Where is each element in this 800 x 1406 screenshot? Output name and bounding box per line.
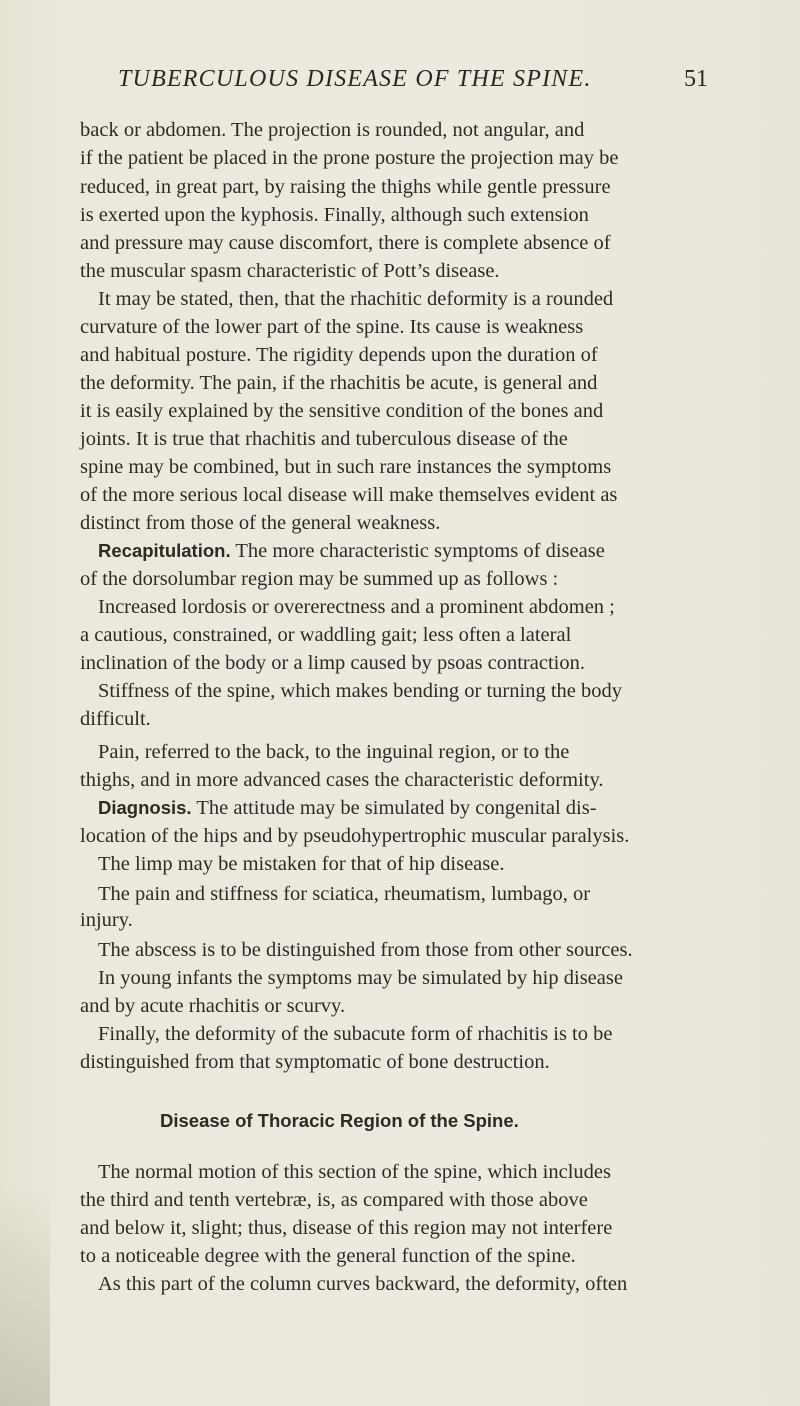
text-line: and pressure may cause discomfort, there is complete absence of: [80, 232, 611, 254]
text-line: distinguished from that symptomatic of bone destruction.: [80, 1051, 550, 1073]
text-line: and habitual posture. The rigidity depends upon the duration of: [80, 344, 598, 366]
text-line: Increased lordosis or overerectness and a prominent abdomen ;: [98, 596, 615, 618]
text-line: and by acute rhachitis or scurvy.: [80, 995, 346, 1017]
text-line: Finally, the deformity of the subacute form of rhachitis is to be: [98, 1023, 613, 1045]
page-header: [118, 66, 708, 98]
text-line: distinct from those of the general weakness.: [80, 512, 441, 534]
text-line: The normal motion of this section of the spine, which includes: [98, 1161, 611, 1183]
page-edge-shadow: [0, 1180, 50, 1406]
diagnosis-heading: Diagnosis.: [98, 797, 192, 818]
text-line: thighs, and in more advanced cases the characteristic deformity.: [80, 769, 604, 791]
text-line: injury.: [80, 909, 133, 931]
text-line: of the more serious local disease will make themselves evident as: [80, 484, 618, 506]
text-line: Stiffness of the spine, which makes bending or turning the body: [98, 680, 623, 702]
text-line: As this part of the column curves backward, the deformity, often: [98, 1273, 628, 1295]
text-line: the deformity. The pain, if the rhachitis be acute, is general and: [80, 372, 598, 394]
text-line: The pain and stiffness for sciatica, rheumatism, lumbago, or: [98, 883, 591, 905]
text-line: difficult.: [80, 708, 151, 730]
recapitulation-first-line: [98, 539, 605, 563]
diagnosis-first-line: [98, 796, 597, 820]
text-line: back or abdomen. The projection is rounded, not angular, and: [80, 119, 585, 141]
text-line: the third and tenth vertebræ, is, as compared with those above: [80, 1189, 588, 1211]
text-line: to a noticeable degree with the general function of the spine.: [80, 1245, 576, 1267]
text-line: is exerted upon the kyphosis. Finally, although such extension: [80, 204, 589, 226]
text-line: a cautious, constrained, or waddling gait; less often a lateral: [80, 624, 572, 646]
text-line: location of the hips and by pseudohypertrophic muscular paralysis.: [80, 825, 630, 847]
diagnosis-first-line-text: The attitude may be simulated by congenital dis-: [191, 797, 597, 819]
text-line: curvature of the lower part of the spine. Its cause is weakness: [80, 316, 584, 338]
text-line: inclination of the body or a limp caused by psoas contraction.: [80, 652, 585, 674]
text-line: The abscess is to be distinguished from those from other sources.: [98, 939, 633, 961]
text-line: In young infants the symptoms may be simulated by hip disease: [98, 967, 623, 989]
text-line: joints. It is true that rhachitis and tuberculous disease of the: [80, 428, 568, 450]
text-line: and below it, slight; thus, disease of this region may not interfere: [80, 1217, 613, 1239]
text-line: of the dorsolumbar region may be summed up as follows :: [80, 568, 559, 590]
text-line: if the patient be placed in the prone posture the projection may be: [80, 147, 619, 169]
section-heading: Disease of Thoracic Region of the Spine.: [160, 1110, 519, 1131]
text-line: reduced, in great part, by raising the thighs while gentle pressure: [80, 176, 611, 198]
text-line: it is easily explained by the sensitive condition of the bones and: [80, 400, 604, 422]
recapitulation-heading: Recapitulation.: [98, 540, 231, 561]
text-line: Pain, referred to the back, to the inguinal region, or to the: [98, 741, 570, 763]
text-line: It may be stated, then, that the rhachitic deformity is a rounded: [98, 288, 614, 310]
page-number: 51: [684, 66, 708, 92]
running-head: TUBERCULOUS DISEASE OF THE SPINE.: [118, 66, 592, 92]
text-line: spine may be combined, but in such rare instances the symptoms: [80, 456, 612, 478]
text-line: the muscular spasm characteristic of Pott’s disease.: [80, 260, 500, 282]
text-line: The limp may be mistaken for that of hip disease.: [98, 853, 505, 875]
recapitulation-first-line-text: The more characteristic symptoms of disease: [230, 540, 605, 562]
